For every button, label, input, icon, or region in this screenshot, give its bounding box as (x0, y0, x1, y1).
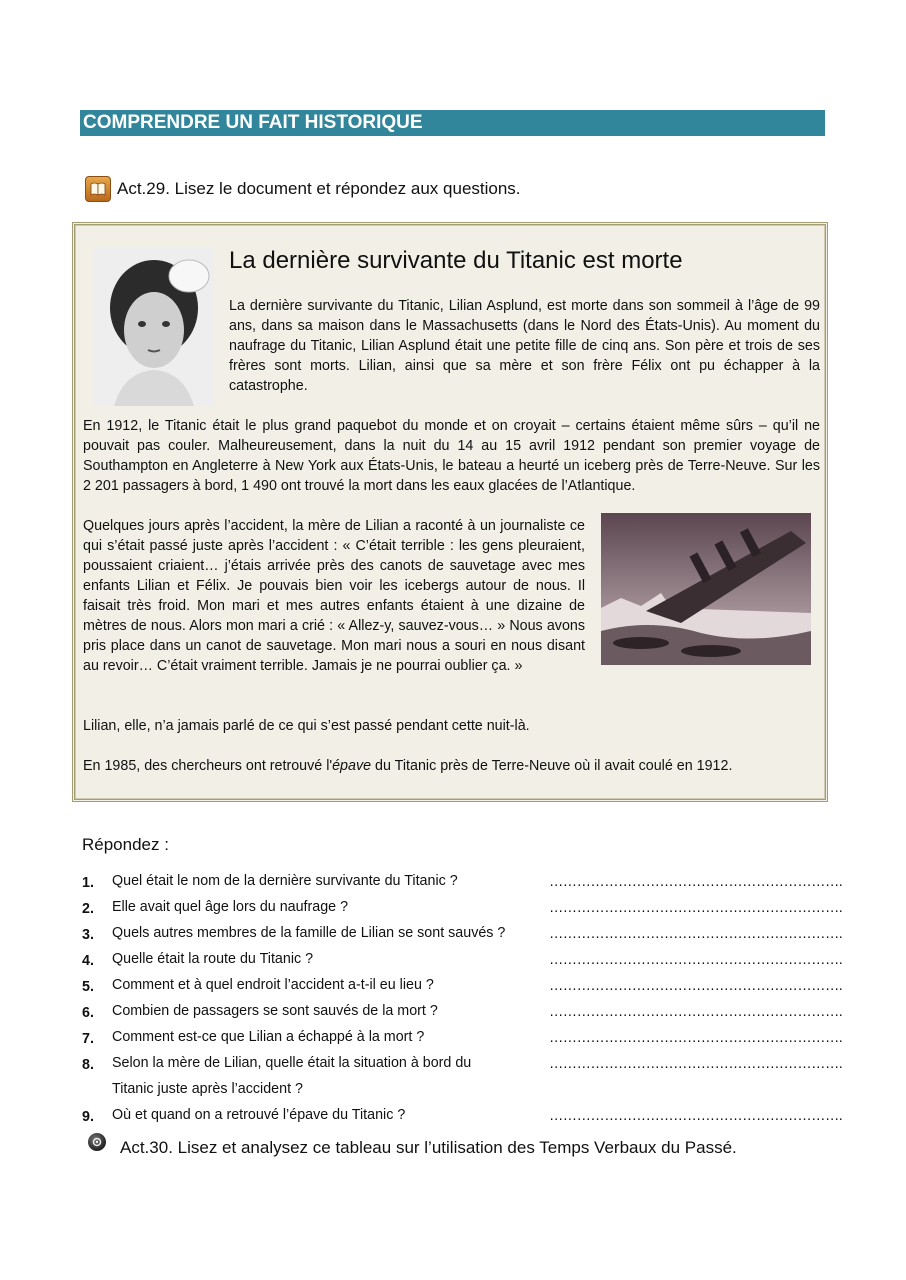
question-item: 1. Quel était le nom de la dernière survivante du Titanic ? ………………………………………………………. (82, 873, 843, 891)
activity-29 (85, 175, 521, 203)
answer-field[interactable]: ………………………………………………………. (549, 952, 843, 968)
paragraph-1985: En 1985, des chercheurs ont retrouvé l'épave du Titanic près de Terre-Neuve où il avait coulé en 1912. (83, 758, 733, 774)
titanic-sinking-photo (601, 513, 811, 665)
answer-field[interactable]: ………………………………………………………. (549, 978, 843, 994)
paragraph-testimony: Quelques jours après l’accident, la mère de Lilian a raconté à un journaliste ce qui s’était passé juste après l’accident : « C’était terrible : les gens pleuraient, poussaient criaient… j’étais arrivée près des canots de sauvetage avec mes enfants Lilian et Félix. Je pouvais bien voir les icebergs autour de nous. Il faisait très froid. Mon mari et mes autres enfants étaient à une dizaine de mètres de nous. Alors mon mari a crié : « Allez-y, sauvez-vous… » Nous avons pris place dans un canot de sauvetage. Mon mari nous a souri en nous disant au revoir… C’était vraiment terrible. Jamais je ne pourrai oublier ça. » (83, 518, 585, 674)
answer-field[interactable]: ………………………………………………………. (549, 1056, 843, 1072)
answer-field[interactable]: ………………………………………………………. (549, 1108, 843, 1124)
answer-field[interactable]: ………………………………………………………. (549, 900, 843, 916)
gear-icon (88, 1133, 106, 1151)
question-item: 5. Comment et à quel endroit l’accident a-t-il eu lieu ? ………………………………………………………. (82, 977, 843, 995)
respond-label: Répondez : (82, 835, 169, 854)
activity-30 (88, 1138, 737, 1158)
answer-field[interactable]: ………………………………………………………. (549, 1004, 843, 1020)
question-item: 9. Où et quand on a retrouvé l’épave du Titanic ? ………………………………………………………. (82, 1107, 843, 1125)
article-title: La dernière survivante du Titanic est morte (229, 247, 683, 274)
answer-field[interactable]: ………………………………………………………. (549, 926, 843, 942)
portrait-photo (94, 248, 214, 406)
answer-field[interactable]: ………………………………………………………. (549, 1030, 843, 1046)
epave-term: épave (332, 758, 372, 774)
paragraph-1912: En 1912, le Titanic était le plus grand paquebot du monde et on croyait – certains étaient même sûrs – qu’il ne pouvait pas couler. Malheureusement, dans la nuit du 14 au 15 avril 1912 pendant son premier voyage de Southampton en Angleterre à New York aux États-Unis, le bateau a heurté un iceberg près de Terre-Neuve. Sur les 2 201 passagers à bord, 1 490 ont trouvé la mort dans les eaux glacées de l’Atlantique. (83, 418, 820, 494)
section-title: COMPRENDRE UN FAIT HISTORIQUE (80, 110, 825, 136)
document-frame (72, 222, 828, 802)
question-item: 4. Quelle était la route du Titanic ? ………………………………………………………. (82, 951, 843, 969)
book-icon (85, 176, 111, 202)
question-item: 3. Quels autres membres de la famille de Lilian se sont sauvés ? ………………………………………………………. (82, 925, 843, 943)
question-item: 2. Elle avait quel âge lors du naufrage ? ………………………………………………………. (82, 899, 843, 917)
activity-30-text: Act.30. Lisez et analysez ce tableau sur l’utilisation des Temps Verbaux du Passé. (120, 1138, 737, 1157)
paragraph-silence: Lilian, elle, n’a jamais parlé de ce qui s’est passé pendant cette nuit-là. (83, 718, 530, 734)
article-intro: La dernière survivante du Titanic, Lilian Asplund, est morte dans son sommeil à l’âge de 99 ans, dans sa maison dans le Massachusetts (dans le Nord des États-Unis). Au moment du naufrage du Titanic, Lilian Asplund était une petite fille de cinq ans. Son père et trois de ses frères sont morts. Lilian, ainsi que sa mère et son frère Félix ont pu échapper à la catastrophe. (229, 298, 820, 394)
question-item: 7. Comment est-ce que Lilian a échappé à la mort ? ………………………………………………………. (82, 1029, 843, 1047)
activity-29-text: Act.29. Lisez le document et répondez aux questions. (117, 179, 521, 198)
question-item: 6. Combien de passagers se sont sauvés de la mort ? ………………………………………………………. (82, 1003, 843, 1021)
questions-list (82, 870, 843, 1130)
answer-field[interactable]: ………………………………………………………. (549, 874, 843, 890)
question-item: 8. Selon la mère de Lilian, quelle était la situation à bord du Titanic juste après l’accident ? ………………………………………………………. (82, 1055, 843, 1097)
